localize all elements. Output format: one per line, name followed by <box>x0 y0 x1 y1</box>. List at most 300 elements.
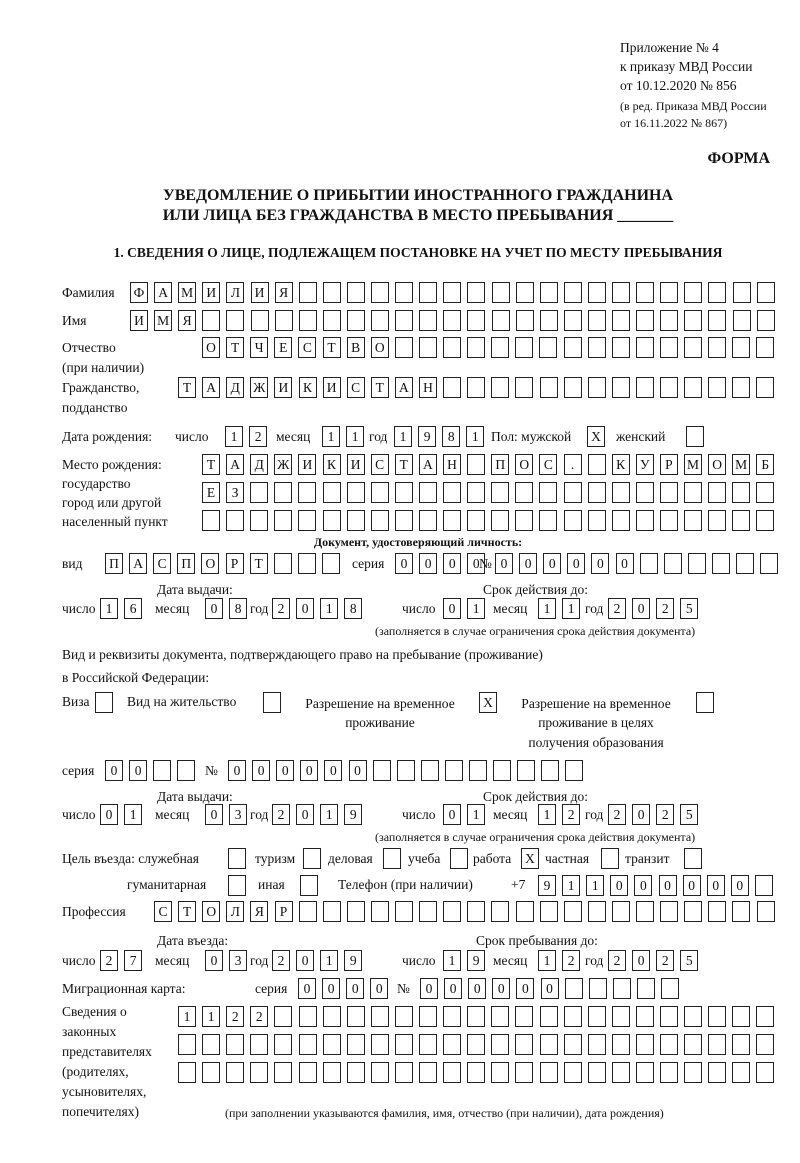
checkbox[interactable]: X <box>479 692 497 713</box>
char-box[interactable]: 7 <box>124 950 142 971</box>
char-box[interactable] <box>347 282 365 303</box>
char-box[interactable] <box>564 510 582 531</box>
char-box[interactable] <box>588 482 606 503</box>
char-box[interactable]: Р <box>275 901 293 922</box>
char-box[interactable]: Т <box>323 337 341 358</box>
char-box[interactable] <box>684 510 702 531</box>
char-box[interactable]: 0 <box>516 978 534 999</box>
char-box[interactable]: И <box>274 377 292 398</box>
char-box[interactable]: 2 <box>562 804 580 825</box>
char-box[interactable] <box>419 1006 437 1027</box>
char-box[interactable] <box>373 760 391 781</box>
char-box[interactable]: Ж <box>250 377 268 398</box>
char-box[interactable] <box>708 1062 726 1083</box>
char-box[interactable]: 2 <box>272 804 290 825</box>
char-box[interactable]: 5 <box>680 950 698 971</box>
checkbox[interactable] <box>383 848 401 869</box>
char-box[interactable]: 0 <box>420 978 438 999</box>
char-box[interactable] <box>732 510 750 531</box>
char-box[interactable]: 0 <box>610 875 628 896</box>
char-box[interactable]: К <box>612 454 630 475</box>
char-box[interactable]: П <box>177 553 195 574</box>
char-box[interactable] <box>299 1062 317 1083</box>
char-box[interactable] <box>588 510 606 531</box>
char-box[interactable] <box>660 1034 678 1055</box>
char-box[interactable] <box>640 553 658 574</box>
char-box[interactable]: О <box>202 337 220 358</box>
char-box[interactable] <box>491 337 509 358</box>
char-box[interactable]: 0 <box>346 978 364 999</box>
char-box[interactable] <box>564 310 582 331</box>
char-box[interactable] <box>371 1034 389 1055</box>
checkbox[interactable] <box>228 875 246 896</box>
char-box[interactable]: 0 <box>322 978 340 999</box>
char-box[interactable] <box>540 901 558 922</box>
checkbox[interactable] <box>263 692 281 713</box>
checkbox[interactable] <box>450 848 468 869</box>
char-box[interactable]: С <box>153 553 171 574</box>
char-box[interactable] <box>371 1006 389 1027</box>
char-box[interactable] <box>419 901 437 922</box>
char-box[interactable] <box>612 310 630 331</box>
char-box[interactable] <box>564 337 582 358</box>
char-box[interactable]: 1 <box>202 1006 220 1027</box>
char-box[interactable] <box>636 1006 654 1027</box>
char-box[interactable] <box>274 482 292 503</box>
char-box[interactable] <box>732 1062 750 1083</box>
char-box[interactable] <box>732 482 750 503</box>
char-box[interactable] <box>612 482 630 503</box>
char-box[interactable] <box>684 377 702 398</box>
char-box[interactable]: 2 <box>656 950 674 971</box>
char-box[interactable] <box>299 282 317 303</box>
char-box[interactable]: А <box>395 377 413 398</box>
char-box[interactable]: А <box>129 553 147 574</box>
char-box[interactable] <box>419 1062 437 1083</box>
char-box[interactable]: М <box>178 282 196 303</box>
char-box[interactable]: П <box>105 553 123 574</box>
char-box[interactable] <box>757 310 775 331</box>
char-box[interactable]: А <box>419 454 437 475</box>
char-box[interactable] <box>226 1034 244 1055</box>
char-box[interactable] <box>708 1034 726 1055</box>
char-box[interactable] <box>755 875 773 896</box>
char-box[interactable]: О <box>201 553 219 574</box>
char-box[interactable]: 0 <box>567 553 585 574</box>
char-box[interactable] <box>443 282 461 303</box>
char-box[interactable]: 0 <box>468 978 486 999</box>
char-box[interactable] <box>588 282 606 303</box>
char-box[interactable]: И <box>347 454 365 475</box>
char-box[interactable] <box>733 310 751 331</box>
char-box[interactable]: 1 <box>562 598 580 619</box>
checkbox[interactable] <box>228 848 246 869</box>
char-box[interactable]: Д <box>250 454 268 475</box>
char-box[interactable] <box>612 901 630 922</box>
char-box[interactable] <box>395 510 413 531</box>
char-box[interactable]: 0 <box>395 553 413 574</box>
checkbox[interactable] <box>684 848 702 869</box>
char-box[interactable] <box>469 760 487 781</box>
char-box[interactable]: С <box>347 377 365 398</box>
char-box[interactable] <box>712 553 730 574</box>
char-box[interactable] <box>588 310 606 331</box>
char-box[interactable]: 9 <box>538 875 556 896</box>
char-box[interactable]: Я <box>275 282 293 303</box>
char-box[interactable] <box>636 377 654 398</box>
char-box[interactable] <box>756 1006 774 1027</box>
char-box[interactable]: 0 <box>349 760 367 781</box>
char-box[interactable]: Л <box>226 282 244 303</box>
char-box[interactable] <box>226 510 244 531</box>
char-box[interactable]: М <box>154 310 172 331</box>
char-box[interactable]: 9 <box>418 426 436 447</box>
char-box[interactable] <box>612 1006 630 1027</box>
char-box[interactable] <box>564 482 582 503</box>
char-box[interactable] <box>660 510 678 531</box>
char-box[interactable] <box>515 482 533 503</box>
char-box[interactable]: 0 <box>495 553 513 574</box>
char-box[interactable]: 0 <box>467 553 485 574</box>
char-box[interactable] <box>732 901 750 922</box>
char-box[interactable]: 2 <box>608 950 626 971</box>
char-box[interactable] <box>756 482 774 503</box>
char-box[interactable] <box>443 377 461 398</box>
char-box[interactable]: О <box>371 337 389 358</box>
char-box[interactable]: 1 <box>467 804 485 825</box>
char-box[interactable]: 0 <box>632 804 650 825</box>
char-box[interactable] <box>541 760 559 781</box>
char-box[interactable] <box>661 978 679 999</box>
char-box[interactable] <box>708 510 726 531</box>
char-box[interactable] <box>323 1006 341 1027</box>
char-box[interactable] <box>708 377 726 398</box>
char-box[interactable] <box>322 553 340 574</box>
char-box[interactable] <box>516 901 534 922</box>
char-box[interactable] <box>756 1034 774 1055</box>
char-box[interactable]: В <box>347 337 365 358</box>
char-box[interactable]: 0 <box>370 978 388 999</box>
char-box[interactable]: 2 <box>272 950 290 971</box>
char-box[interactable] <box>515 1062 533 1083</box>
char-box[interactable] <box>445 760 463 781</box>
char-box[interactable]: К <box>299 377 317 398</box>
char-box[interactable] <box>274 1034 292 1055</box>
checkbox[interactable] <box>300 875 318 896</box>
char-box[interactable]: 2 <box>272 598 290 619</box>
char-box[interactable]: 2 <box>656 598 674 619</box>
char-box[interactable]: Т <box>226 337 244 358</box>
char-box[interactable]: 1 <box>538 598 556 619</box>
char-box[interactable] <box>177 760 195 781</box>
char-box[interactable] <box>250 1062 268 1083</box>
char-box[interactable] <box>588 337 606 358</box>
char-box[interactable] <box>467 510 485 531</box>
char-box[interactable]: 0 <box>205 950 223 971</box>
char-box[interactable] <box>419 482 437 503</box>
char-box[interactable] <box>397 760 415 781</box>
char-box[interactable] <box>564 1034 582 1055</box>
char-box[interactable]: 0 <box>324 760 342 781</box>
char-box[interactable] <box>612 510 630 531</box>
checkbox[interactable]: X <box>587 426 605 447</box>
char-box[interactable]: 2 <box>562 950 580 971</box>
char-box[interactable] <box>491 482 509 503</box>
char-box[interactable] <box>250 510 268 531</box>
char-box[interactable] <box>660 377 678 398</box>
char-box[interactable] <box>395 1034 413 1055</box>
char-box[interactable] <box>395 1062 413 1083</box>
char-box[interactable]: 0 <box>634 875 652 896</box>
char-box[interactable] <box>708 337 726 358</box>
char-box[interactable] <box>323 510 341 531</box>
char-box[interactable] <box>323 1034 341 1055</box>
char-box[interactable] <box>684 310 702 331</box>
char-box[interactable] <box>395 282 413 303</box>
char-box[interactable] <box>491 510 509 531</box>
char-box[interactable]: 0 <box>419 553 437 574</box>
char-box[interactable]: 1 <box>320 598 338 619</box>
char-box[interactable] <box>443 901 461 922</box>
char-box[interactable] <box>226 1062 244 1083</box>
char-box[interactable] <box>178 1034 196 1055</box>
char-box[interactable] <box>202 310 220 331</box>
char-box[interactable]: 0 <box>443 598 461 619</box>
char-box[interactable]: 1 <box>467 598 485 619</box>
char-box[interactable]: 1 <box>124 804 142 825</box>
char-box[interactable] <box>564 377 582 398</box>
char-box[interactable] <box>299 1006 317 1027</box>
char-box[interactable] <box>736 553 754 574</box>
char-box[interactable] <box>202 510 220 531</box>
char-box[interactable] <box>540 310 558 331</box>
char-box[interactable]: К <box>323 454 341 475</box>
char-box[interactable] <box>636 1034 654 1055</box>
char-box[interactable] <box>251 310 269 331</box>
char-box[interactable] <box>660 310 678 331</box>
char-box[interactable]: Д <box>226 377 244 398</box>
char-box[interactable] <box>395 310 413 331</box>
char-box[interactable]: И <box>323 377 341 398</box>
char-box[interactable]: 0 <box>707 875 725 896</box>
char-box[interactable]: 0 <box>492 978 510 999</box>
char-box[interactable] <box>756 510 774 531</box>
char-box[interactable] <box>443 337 461 358</box>
char-box[interactable] <box>684 282 702 303</box>
char-box[interactable] <box>492 310 510 331</box>
char-box[interactable] <box>588 1034 606 1055</box>
char-box[interactable]: 2 <box>249 426 267 447</box>
char-box[interactable]: И <box>251 282 269 303</box>
checkbox[interactable] <box>601 848 619 869</box>
char-box[interactable] <box>491 1062 509 1083</box>
char-box[interactable] <box>589 978 607 999</box>
char-box[interactable]: 0 <box>228 760 246 781</box>
char-box[interactable]: 1 <box>466 426 484 447</box>
char-box[interactable] <box>323 310 341 331</box>
char-box[interactable] <box>491 901 509 922</box>
char-box[interactable] <box>371 901 389 922</box>
char-box[interactable] <box>708 901 726 922</box>
char-box[interactable]: 3 <box>229 950 247 971</box>
char-box[interactable]: 8 <box>344 598 362 619</box>
char-box[interactable]: У <box>636 454 654 475</box>
char-box[interactable] <box>467 901 485 922</box>
char-box[interactable] <box>660 482 678 503</box>
char-box[interactable] <box>467 282 485 303</box>
char-box[interactable] <box>419 337 437 358</box>
char-box[interactable] <box>226 310 244 331</box>
char-box[interactable] <box>660 337 678 358</box>
char-box[interactable] <box>708 310 726 331</box>
char-box[interactable]: 1 <box>100 598 118 619</box>
char-box[interactable] <box>517 760 535 781</box>
char-box[interactable] <box>539 510 557 531</box>
char-box[interactable] <box>756 337 774 358</box>
char-box[interactable] <box>178 1062 196 1083</box>
char-box[interactable]: Т <box>178 901 196 922</box>
char-box[interactable]: 0 <box>129 760 147 781</box>
char-box[interactable]: 0 <box>443 804 461 825</box>
char-box[interactable]: 2 <box>100 950 118 971</box>
char-box[interactable]: О <box>202 901 220 922</box>
char-box[interactable] <box>539 337 557 358</box>
char-box[interactable]: 2 <box>250 1006 268 1027</box>
char-box[interactable]: 0 <box>591 553 609 574</box>
char-box[interactable]: 6 <box>124 598 142 619</box>
char-box[interactable] <box>733 282 751 303</box>
char-box[interactable]: 0 <box>105 760 123 781</box>
char-box[interactable]: 2 <box>226 1006 244 1027</box>
char-box[interactable]: Т <box>202 454 220 475</box>
char-box[interactable]: Н <box>443 454 461 475</box>
char-box[interactable]: Ж <box>274 454 292 475</box>
char-box[interactable]: 0 <box>543 553 561 574</box>
char-box[interactable] <box>540 1006 558 1027</box>
char-box[interactable] <box>443 1062 461 1083</box>
char-box[interactable] <box>443 510 461 531</box>
char-box[interactable]: Р <box>226 553 244 574</box>
char-box[interactable] <box>660 1006 678 1027</box>
char-box[interactable] <box>564 901 582 922</box>
char-box[interactable]: 0 <box>252 760 270 781</box>
char-box[interactable] <box>443 1034 461 1055</box>
char-box[interactable]: 2 <box>608 598 626 619</box>
char-box[interactable]: 0 <box>296 598 314 619</box>
char-box[interactable]: И <box>298 454 316 475</box>
char-box[interactable] <box>564 1062 582 1083</box>
char-box[interactable] <box>540 282 558 303</box>
char-box[interactable]: С <box>298 337 316 358</box>
char-box[interactable]: Я <box>250 901 268 922</box>
char-box[interactable]: Ч <box>250 337 268 358</box>
char-box[interactable]: Я <box>178 310 196 331</box>
char-box[interactable] <box>636 310 654 331</box>
char-box[interactable] <box>202 1034 220 1055</box>
char-box[interactable] <box>323 1062 341 1083</box>
char-box[interactable]: И <box>130 310 148 331</box>
char-box[interactable] <box>347 1006 365 1027</box>
char-box[interactable] <box>515 337 533 358</box>
char-box[interactable] <box>298 553 316 574</box>
char-box[interactable]: 0 <box>541 978 559 999</box>
char-box[interactable]: 1 <box>346 426 364 447</box>
char-box[interactable]: 1 <box>320 950 338 971</box>
char-box[interactable] <box>491 1006 509 1027</box>
char-box[interactable]: 0 <box>300 760 318 781</box>
char-box[interactable]: Т <box>178 377 196 398</box>
char-box[interactable] <box>637 978 655 999</box>
char-box[interactable] <box>467 454 485 475</box>
checkbox[interactable] <box>95 692 113 713</box>
char-box[interactable]: С <box>539 454 557 475</box>
char-box[interactable]: Л <box>226 901 244 922</box>
char-box[interactable] <box>492 282 510 303</box>
char-box[interactable] <box>202 1062 220 1083</box>
char-box[interactable] <box>636 482 654 503</box>
checkbox[interactable] <box>696 692 714 713</box>
char-box[interactable] <box>636 337 654 358</box>
char-box[interactable]: Б <box>756 454 774 475</box>
char-box[interactable] <box>612 1034 630 1055</box>
char-box[interactable]: 3 <box>229 804 247 825</box>
char-box[interactable] <box>347 482 365 503</box>
char-box[interactable]: С <box>371 454 389 475</box>
char-box[interactable] <box>684 1062 702 1083</box>
char-box[interactable] <box>588 1062 606 1083</box>
char-box[interactable]: 5 <box>680 598 698 619</box>
char-box[interactable] <box>636 1062 654 1083</box>
char-box[interactable] <box>274 1062 292 1083</box>
char-box[interactable] <box>612 282 630 303</box>
char-box[interactable]: 2 <box>608 804 626 825</box>
char-box[interactable] <box>515 377 533 398</box>
char-box[interactable]: 0 <box>632 598 650 619</box>
char-box[interactable] <box>491 377 509 398</box>
char-box[interactable] <box>371 282 389 303</box>
char-box[interactable]: 0 <box>659 875 677 896</box>
char-box[interactable]: З <box>226 482 244 503</box>
char-box[interactable] <box>419 1034 437 1055</box>
char-box[interactable] <box>540 377 558 398</box>
char-box[interactable]: 8 <box>229 598 247 619</box>
char-box[interactable]: Н <box>419 377 437 398</box>
char-box[interactable]: 9 <box>467 950 485 971</box>
char-box[interactable] <box>323 282 341 303</box>
char-box[interactable] <box>613 978 631 999</box>
char-box[interactable] <box>612 1062 630 1083</box>
char-box[interactable] <box>636 510 654 531</box>
char-box[interactable] <box>347 901 365 922</box>
char-box[interactable]: 1 <box>225 426 243 447</box>
char-box[interactable] <box>395 1006 413 1027</box>
checkbox[interactable] <box>303 848 321 869</box>
char-box[interactable]: И <box>202 282 220 303</box>
char-box[interactable] <box>347 310 365 331</box>
char-box[interactable] <box>688 553 706 574</box>
char-box[interactable] <box>732 1034 750 1055</box>
char-box[interactable] <box>371 510 389 531</box>
char-box[interactable]: 0 <box>632 950 650 971</box>
char-box[interactable]: 5 <box>680 804 698 825</box>
char-box[interactable] <box>467 1006 485 1027</box>
char-box[interactable]: А <box>226 454 244 475</box>
char-box[interactable]: 0 <box>205 804 223 825</box>
char-box[interactable] <box>684 337 702 358</box>
char-box[interactable] <box>298 482 316 503</box>
char-box[interactable]: 0 <box>616 553 634 574</box>
char-box[interactable] <box>323 901 341 922</box>
